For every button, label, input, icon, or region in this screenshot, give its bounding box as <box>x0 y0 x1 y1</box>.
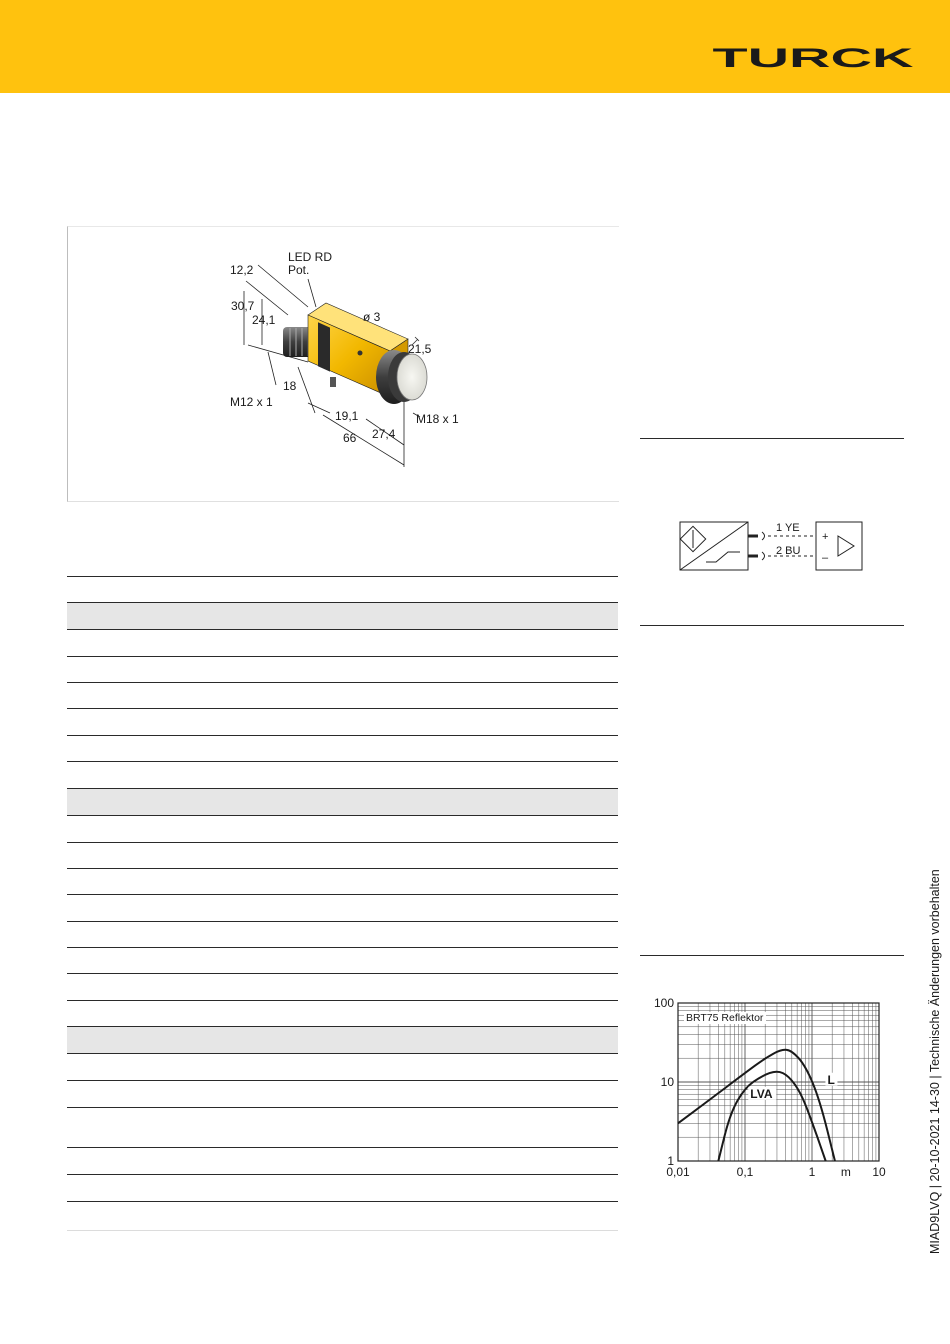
table-row <box>67 815 618 842</box>
label-m18: M18 x 1 <box>416 412 459 426</box>
y-tick-label: 1 <box>667 1154 674 1168</box>
turck-logo <box>712 43 915 73</box>
label-18: 18 <box>283 379 297 393</box>
header-bar <box>0 0 950 93</box>
label-19-1: 19,1 <box>335 409 359 423</box>
divider <box>640 625 904 626</box>
svg-text:TURCK: TURCK <box>712 43 915 73</box>
label-21-5: 21,5 <box>408 342 432 356</box>
label-27-4: 27,4 <box>372 427 396 441</box>
table-section-row <box>67 602 618 629</box>
series-label-l: L <box>827 1072 835 1087</box>
table-row <box>67 868 618 894</box>
label-led: LED RD <box>288 250 333 264</box>
chart-series-layer <box>678 1050 835 1161</box>
wiring-diagram <box>676 516 866 576</box>
dimension-drawing-frame <box>67 226 619 502</box>
x-tick-label: 0,01 <box>666 1165 690 1179</box>
table-row <box>67 1107 618 1147</box>
wire-label-2: 2 BU <box>776 545 801 557</box>
table-row <box>67 682 618 708</box>
plus-sign: + <box>822 531 829 543</box>
table-section-row <box>67 788 618 815</box>
table-row <box>67 1174 618 1201</box>
label-m12: M12 x 1 <box>230 395 273 409</box>
table-row <box>67 761 618 788</box>
dimension-drawing <box>68 227 619 501</box>
table-row <box>67 894 618 921</box>
table-row <box>67 1000 618 1026</box>
series-line-l <box>678 1050 835 1161</box>
y-tick-label: 100 <box>653 996 674 1010</box>
table-row <box>67 842 618 868</box>
x-tick-label: 10 <box>872 1165 886 1179</box>
table-row <box>67 947 618 973</box>
table-row <box>67 973 618 1000</box>
table-row <box>67 576 618 602</box>
label-dia-3: ø 3 <box>363 310 381 324</box>
excess-gain-chart <box>638 990 898 1179</box>
table-row <box>67 629 618 656</box>
table-row <box>67 1201 618 1231</box>
table-row <box>67 708 618 735</box>
y-tick-label: 10 <box>660 1075 674 1089</box>
label-pot: Pot. <box>288 263 310 277</box>
table-row <box>67 656 618 682</box>
table-row <box>67 1147 618 1174</box>
label-30-7: 30,7 <box>231 299 255 313</box>
x-tick-label: 1 <box>808 1165 816 1179</box>
table-section-row <box>67 1026 618 1053</box>
table-row <box>67 735 618 761</box>
x-tick-label: m <box>840 1165 851 1179</box>
label-66: 66 <box>343 431 357 445</box>
chart-annotation: BRT75 Reflektor <box>686 1012 764 1024</box>
series-label-lva: LVA <box>750 1086 773 1101</box>
divider <box>640 438 904 439</box>
label-24-1: 24,1 <box>252 313 276 327</box>
divider <box>640 955 904 956</box>
x-tick-label: 0,1 <box>736 1165 754 1179</box>
wire-label-1: 1 YE <box>776 522 800 534</box>
minus-sign: – <box>822 552 829 564</box>
table-row <box>67 921 618 947</box>
label-12-2: 12,2 <box>230 263 254 277</box>
table-row <box>67 1080 618 1107</box>
table-row <box>67 1053 618 1080</box>
chart-grid <box>678 1003 879 1161</box>
side-footer-text: MIAD9LVQ | 20-10-2021 14-30 | Technische Änderungen vorbehalten <box>928 869 942 1254</box>
